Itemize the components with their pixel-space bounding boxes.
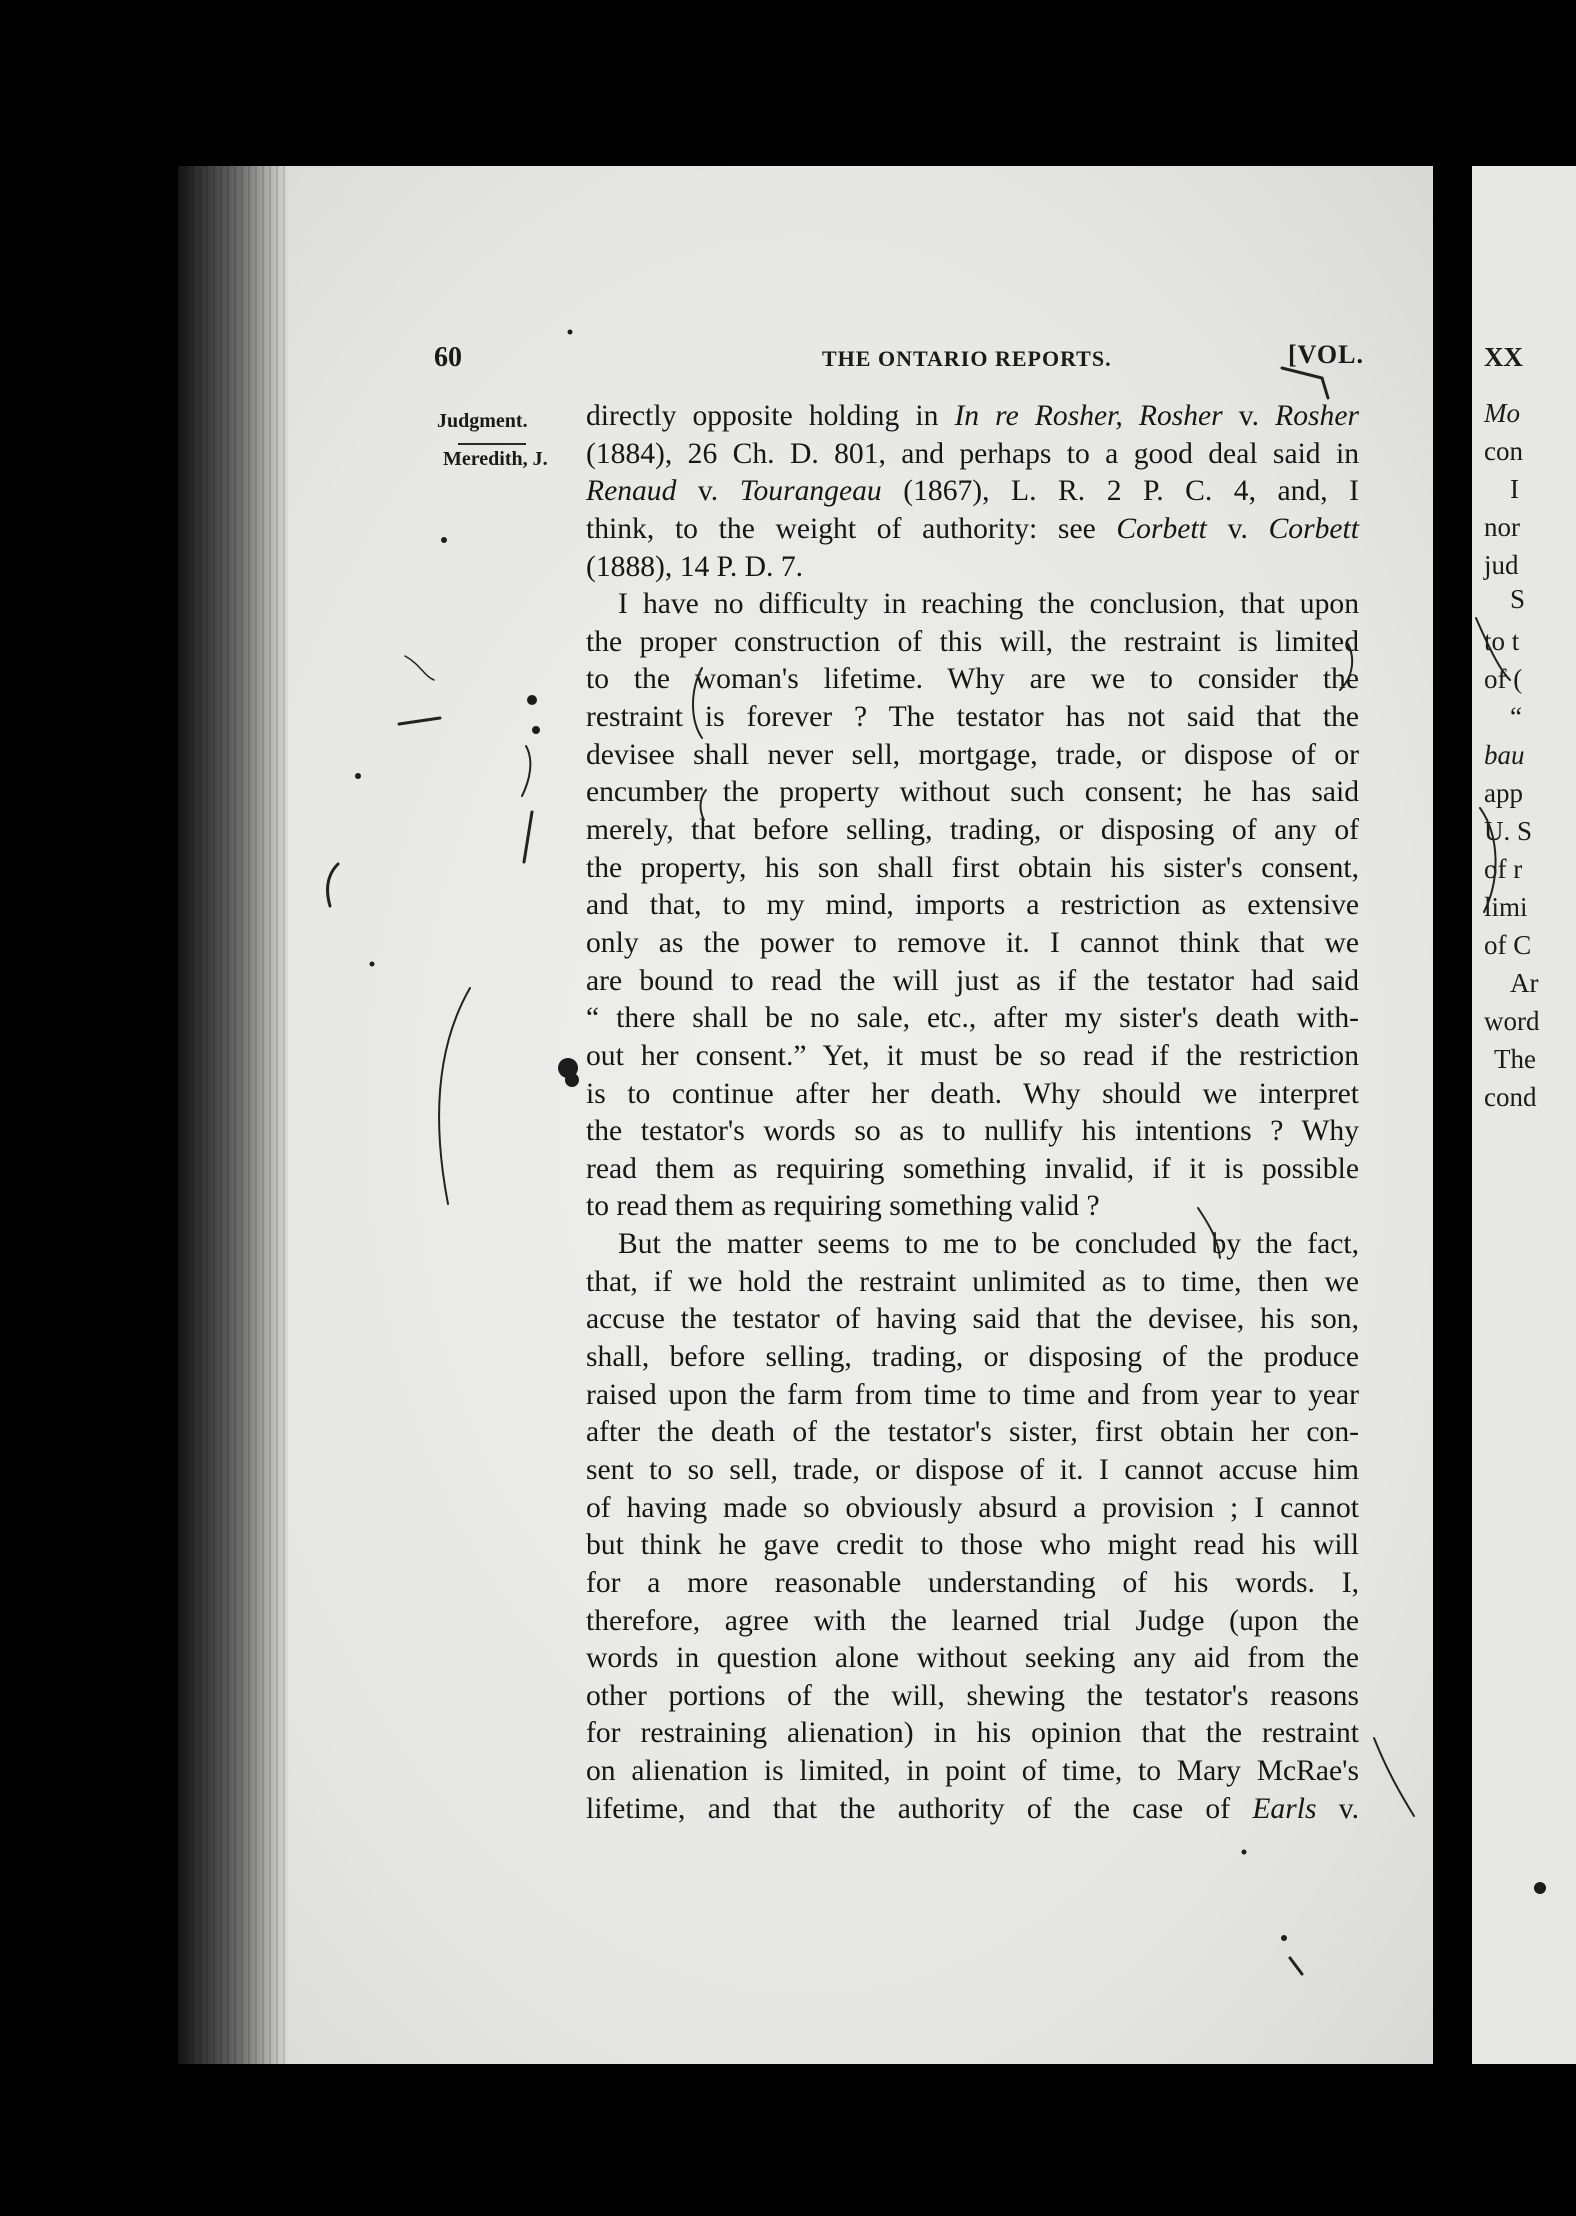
adjacent-page (1472, 166, 1576, 2064)
running-head: THE ONTARIO REPORTS. (822, 346, 1112, 371)
text-line: only as the power to remove it. I cannot think that we (586, 926, 1359, 959)
sidenote-divider (458, 443, 526, 445)
adjacent-page-fragment: bau (1484, 740, 1525, 770)
adjacent-page-fragment: XX (1484, 342, 1523, 372)
text-line: on alienation is limited, in point of time, to Mary McRae's (586, 1755, 1359, 1788)
adjacent-page-fragment: Ar (1510, 968, 1539, 998)
adjacent-page-fragment: U. S (1484, 816, 1533, 846)
page-edge-lines (178, 166, 288, 2064)
text-line: sent to so sell, trade, or dispose of it. I cannot accuse him (586, 1453, 1359, 1486)
adjacent-page-fragment: S (1510, 584, 1526, 614)
text-line: I have no difficulty in reaching the conclusion, that upon (618, 588, 1359, 621)
text-line: therefore, agree with the learned trial Judge (upon the (586, 1604, 1359, 1637)
text-line: think, to the weight of authority: see Corbett v. Corbett (586, 512, 1359, 545)
adjacent-page-fragment: nor (1484, 512, 1520, 542)
text-line: lifetime, and that the authority of the case of Earls v. (586, 1792, 1360, 1825)
adjacent-page-fragment: con (1484, 436, 1523, 466)
sidenote-judgment: Judgment. (437, 410, 528, 432)
text-line: Renaud v. Tourangeau (1867), L. R. 2 P. C. 4, and, I (586, 475, 1360, 508)
volume-mark: [VOL. (1288, 340, 1364, 369)
text-line: are bound to read the will just as if the testator had said (586, 964, 1359, 997)
text-line: encumber the property without such consent; he has said (586, 776, 1359, 809)
text-line: “ there shall be no sale, etc., after my sister's death with- (586, 1002, 1359, 1035)
text-line: is to continue after her death. Why should we interpret (586, 1077, 1359, 1110)
adjacent-page-fragment: of ( (1484, 664, 1523, 694)
adjacent-page-fragment: of r (1484, 854, 1523, 884)
adjacent-page-fragment: I (1510, 474, 1519, 504)
adjacent-page-fragment: word (1484, 1006, 1540, 1036)
text-line: restraint is forever ? The testator has not said that the (586, 701, 1359, 734)
text-line: merely, that before selling, trading, or disposing of any of (586, 814, 1359, 847)
text-line: after the death of the testator's sister, first obtain her con- (586, 1416, 1359, 1449)
text-line: out her consent.” Yet, it must be so read if the restriction (586, 1039, 1359, 1072)
text-line: that, if we hold the restraint unlimited as to time, then we (586, 1265, 1359, 1298)
text-line: (1888), 14 P. D. 7. (586, 550, 804, 583)
text-line: for a more reasonable understanding of his words. I, (586, 1566, 1359, 1599)
text-line: the proper construction of this will, the restraint is limited (586, 625, 1359, 658)
text-line: words in question alone without seeking any aid from the (586, 1642, 1359, 1675)
adjacent-page-fragment: limi (1484, 892, 1528, 922)
text-line: devisee shall never sell, mortgage, trade, or dispose of or (586, 738, 1359, 771)
adjacent-page-fragment: of C (1484, 930, 1532, 960)
text-line: shall, before selling, trading, or disposing of the produce (586, 1341, 1359, 1374)
adjacent-page-fragment: Mo (1484, 398, 1520, 428)
adjacent-page-fragment: “ (1510, 702, 1522, 732)
text-line: the property, his son shall first obtain his sister's consent, (586, 851, 1359, 884)
adjacent-page-fragment: The (1494, 1044, 1536, 1074)
text-line: but think he gave credit to those who might read his will (586, 1529, 1359, 1562)
text-line: to read them as requiring something valid ? (586, 1190, 1100, 1223)
sidenote-judge: Meredith, J. (443, 448, 548, 470)
text-line: directly opposite holding in In re Rosher, Rosher v. Rosher (586, 400, 1359, 432)
body-text (586, 398, 1359, 1828)
text-line: other portions of the will, shewing the testator's reasons (586, 1679, 1359, 1712)
page-number: 60 (434, 342, 462, 373)
text-line: read them as requiring something invalid, if it is possible (586, 1152, 1359, 1185)
text-line: to the woman's lifetime. Why are we to consider the (586, 663, 1359, 696)
adjacent-page-fragment: to t (1484, 626, 1520, 656)
adjacent-page-fragment: jud (1484, 550, 1519, 580)
adjacent-page-fragment: app (1484, 778, 1523, 808)
text-line: and that, to my mind, imports a restriction as extensive (586, 889, 1359, 922)
text-line: (1884), 26 Ch. D. 801, and perhaps to a good deal said in (586, 437, 1359, 470)
text-line: for restraining alienation) in his opinion that the restraint (586, 1717, 1359, 1750)
text-line: the testator's words so as to nullify his intentions ? Why (586, 1115, 1359, 1148)
text-line: of having made so obviously absurd a provision ; I cannot (586, 1491, 1359, 1524)
text-line: raised upon the farm from time to time and from year to year (586, 1378, 1359, 1411)
text-line: accuse the testator of having said that the devisee, his son, (586, 1303, 1359, 1336)
adjacent-page-fragment: cond (1484, 1082, 1537, 1112)
text-line: But the matter seems to me to be concluded by the fact, (618, 1228, 1359, 1261)
